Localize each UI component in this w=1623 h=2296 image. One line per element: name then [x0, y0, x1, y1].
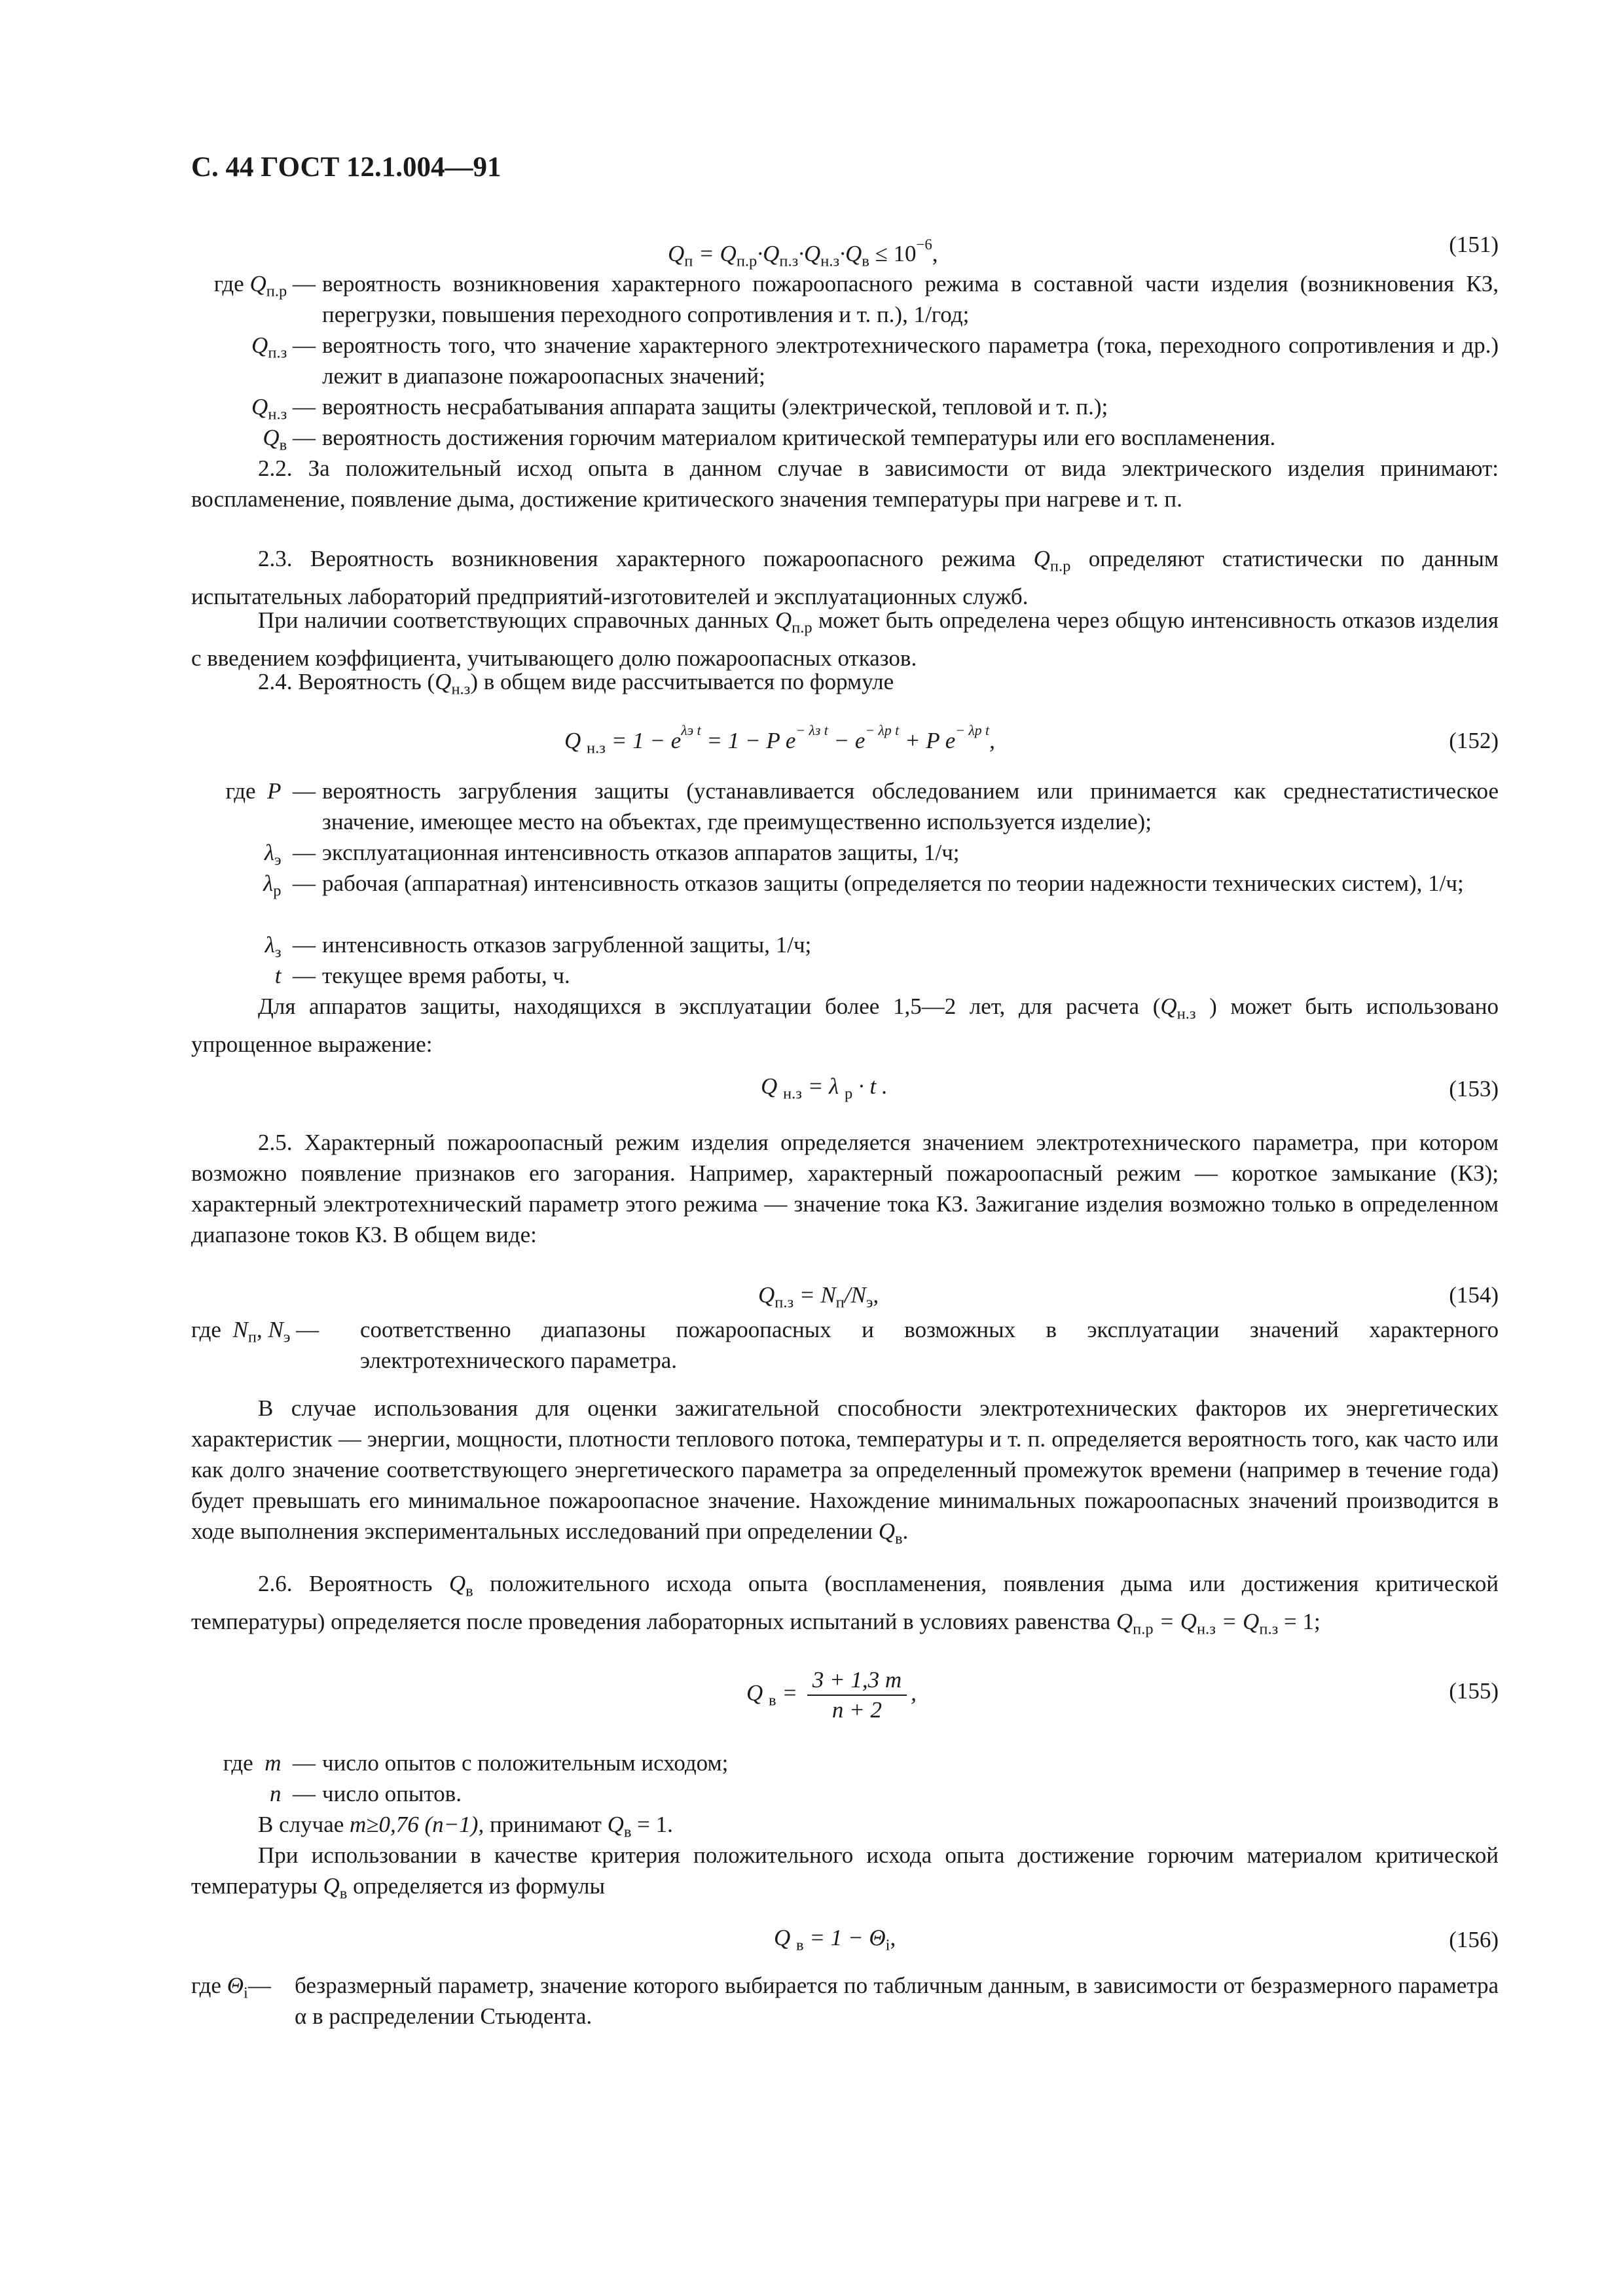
- equation-156: Q $_в = 1 - \Theta_i$,: [774, 1925, 896, 1954]
- equation-155: Q $_в$ = $\frac{3 + 1,3 m}{n + 2}$ ,: [746, 1666, 917, 1725]
- equation-151: $Q_п = Q_{п.р}\cdot Q_{п.з}\cdot Q_{н.з}\cdot Q_в \le 10^{-6}$,: [668, 236, 938, 270]
- equation-number-156: (156): [1449, 1927, 1499, 1952]
- paragraph-reference-data: При наличии соответствующих справочных данных $Q_{п.р}$ может быть определена через общую интенсивность отказов изделия с введением коэффициента, учитывающего долю пожароопасных отказов.: [191, 607, 1499, 672]
- equation-154: $Q_{п.з} = N_п/N_э$,: [758, 1282, 879, 1312]
- paragraph-2-3: 2.3. Вероятность возникновения характерного пожароопасного режима $Q_{п.р}$ определяют статистически по данным испытательных лабораторий предприятий-изготовителей и эксплуатационных служб.: [191, 546, 1499, 610]
- paragraph-energy-characteristics: В случае использования для оценки зажигательной способности электротехнических факторов их энергетических характеристик — энергии, мощности, плотности теплового потока, температуры и т. п. определяется вероятность того, как часто или как долго значение соответствующего энергетического параметра за определенный промежуток времени (например в течение года) будет превышать его минимальное пожароопасное значение. Нахождение минимальных пожароопасных значений производится в ходе выполнения экспериментальных исследований при определении $Q_в$.: [191, 1395, 1499, 1548]
- paragraph-criterion: При использовании в качестве критерия положительного исхода опыта достижение горючим материалом критической температуры $Q_в$ определяется из формулы: [191, 1842, 1499, 1903]
- paragraph-case-m: В случае m≥0,76 (n−1), принимают $Q_в = 1$.: [258, 1812, 673, 1841]
- equation-153: Q $_{н.з}$ = λ $_р$ · t .: [761, 1073, 888, 1103]
- paragraph-simplified-expression: Для аппаратов защиты, находящихся в эксплуатации более 1,5—2 лет, для расчета ($Q_{н.з}$ ) может быть использовано упрощенное выражение:: [191, 994, 1499, 1058]
- paragraph-2-4: 2.4. Вероятность $(Q_{н.з})$ в общем виде рассчитывается по формуле: [258, 669, 894, 698]
- paragraph-2-2: 2.2. За положительный исход опыта в данном случае в зависимости от вида электрического изделия принимают: воспламенение, появление дыма, достижение критического значения температуры при нагреве и т. п.: [191, 456, 1499, 512]
- paragraph-2-6: 2.6. Вероятность $Q_в$ положительного исхода опыта (воспламенения, появления дыма или достижения критической температуры) определяется после проведения лабораторных испытаний в условиях равенства $Q_{п.р} = Q_{н.з} = Q_{п.з} = 1$;: [191, 1571, 1499, 1638]
- equation-number-152: (152): [1449, 728, 1499, 753]
- document-page: С. 44 ГОСТ 12.1.004—91 $Q_п = Q_{п.р}\cdot Q_{п.з}\cdot Q_{н.з}\cdot Q_в \le 10^{-6}$, (151) где $Q_{п.р}$ — вероятность возникновения характерного пожароопасного режима в составной части изделия (возникновения КЗ, перегрузки, повышения переходного сопротивления и т. п.), 1/год; $Q_{п.з}$ — вероятность того, что значение характерного электротехнического параметра (тока, переходного сопротивления и др.) лежит в диапазоне пожароопасных значений; $Q_{н.з}$ — вероятность несрабатывания аппарата защиты (электрической, тепловой и т. п.); $Q_в$ — вероятность достижения горючим материалом критической температуры или его воспламенения. 2.2. За положительный исход опыта в данном случае в зависимости от вида электрического изделия принимают: воспламенение, появление дыма, достижение критического значения температуры при нагреве и т. п. 2.3. Вероятность возникновения характерного пожароопасного режима $Q_{п.р}$ определяют статистически по данным испытательных лабораторий предприятий-изготовителей и эксплуатационных служб. При наличии соответствующих справочных данных $Q_{п.р}$ может быть определена через общую интенсивность отказов изделия с введением коэффициента, учитывающего долю пожароопасных отказов. 2.4. Вероятность $(Q_{н.з})$ в общем виде рассчитывается по формуле Q $_{н.з} = 1 - e^{\lambda э t} = 1 - P$ $e^{- \lambda з t} - e^{- \lambda р t} + P$ $e^{- \lambda р t}$, (152) где P — вероятность загрубления защиты (устанавливается обследованием или принимается как среднестатистическое значение, имеющее место на объектах, где преимущественно используется изделие); $\lambda_э$ — эксплуатационная интенсивность отказов аппаратов защиты, 1/ч; $\lambda_р$ — рабочая (аппаратная) интенсивность отказов защиты (определяется по теории надежности технических систем), 1/ч; $\lambda_з$ — интенсивность отказов загрубленной защиты, 1/ч; t — текущее время работы, ч. Для аппаратов защиты, находящихся в эксплуатации более 1,5—2 лет, для расчета ($Q_{н.з}$ ) может быть использовано упрощенное выражение: Q $_{н.з}$ = λ $_р$ · t . (153) 2.5. Характерный пожароопасный режим изделия определяется значением электротехнического параметра, при котором возможно появление признаков его загорания. Например, характерный пожароопасный режим — короткое замыкание (КЗ); характерный электротехнический параметр этого режима — значение тока КЗ. Зажигание изделия возможно только в определенном диапазоне токов КЗ. В общем виде: $Q_{п.з} = N_п/N_э$, (154) где $N_п$, $N_э$ — соответственно диапазоны пожароопасных и возможных в эксплуатации значений характерного электротехнического параметра. В случае использования для оценки зажигательной способности электротехнических факторов их энергетических характеристик — энергии, мощности, плотности теплового потока, температуры и т. п. определяется вероятность того, как часто или как долго значение соответствующего энергетического параметра за определенный промежуток времени (например в течение года) будет превышать его минимальное пожароопасное значение. Нахождение минимальных пожароопасных значений производится в ходе выполнения экспериментальных исследований при определении $Q_в$. 2.6. Вероятность $Q_в$ положительного исхода опыта (воспламенения, появления дыма или достижения критической температуры) определяется после проведения лабораторных испытаний в условиях равенства $Q_{п.р} = Q_{н.з} = Q_{п.з} = 1$; Q $_в$ = $\frac{3 + 1,3 m}{n + 2}$ , (155) где m — число опытов с положительным исходом; n — число опытов. В случае m≥0,76 (n−1), принимают $Q_в = 1$. При использовании в качестве критерия положительного исхода опыта достижение горючим материалом критической температуры $Q_в$ определяется из формулы Q $_в = 1 - \Theta_i$, (156) где $\Theta_i—$ безразмерный параметр, значение которого выбирается по табличным данным, в зависимости от безразмерного параметра α в распределении Стьюдента.: [191, 152, 1499, 2029]
- page-header: С. 44 ГОСТ 12.1.004—91: [191, 152, 501, 183]
- equation-number-151: (151): [1449, 232, 1499, 257]
- equation-number-153: (153): [1449, 1076, 1499, 1102]
- equation-152: Q $_{н.з} = 1 - e^{\lambda э t} = 1 - P$ $e^{- \lambda з t} - e^{- \lambda р t} + P$ $e^{- \lambda р t}$,: [564, 723, 995, 757]
- equation-number-154: (154): [1449, 1282, 1499, 1308]
- fraction: $\frac{3 + 1,3 m}{n + 2}$: [807, 1666, 907, 1725]
- paragraph-2-5: 2.5. Характерный пожароопасный режим изделия определяется значением электротехнического параметра, при котором возможно появление признаков его загорания. Например, характерный пожароопасный режим — короткое замыкание (КЗ); характерный электротехнический параметр этого режима — значение тока КЗ. Зажигание изделия возможно только в определенном диапазоне токов КЗ. В общем виде:: [191, 1130, 1499, 1247]
- equation-number-155: (155): [1449, 1678, 1499, 1704]
